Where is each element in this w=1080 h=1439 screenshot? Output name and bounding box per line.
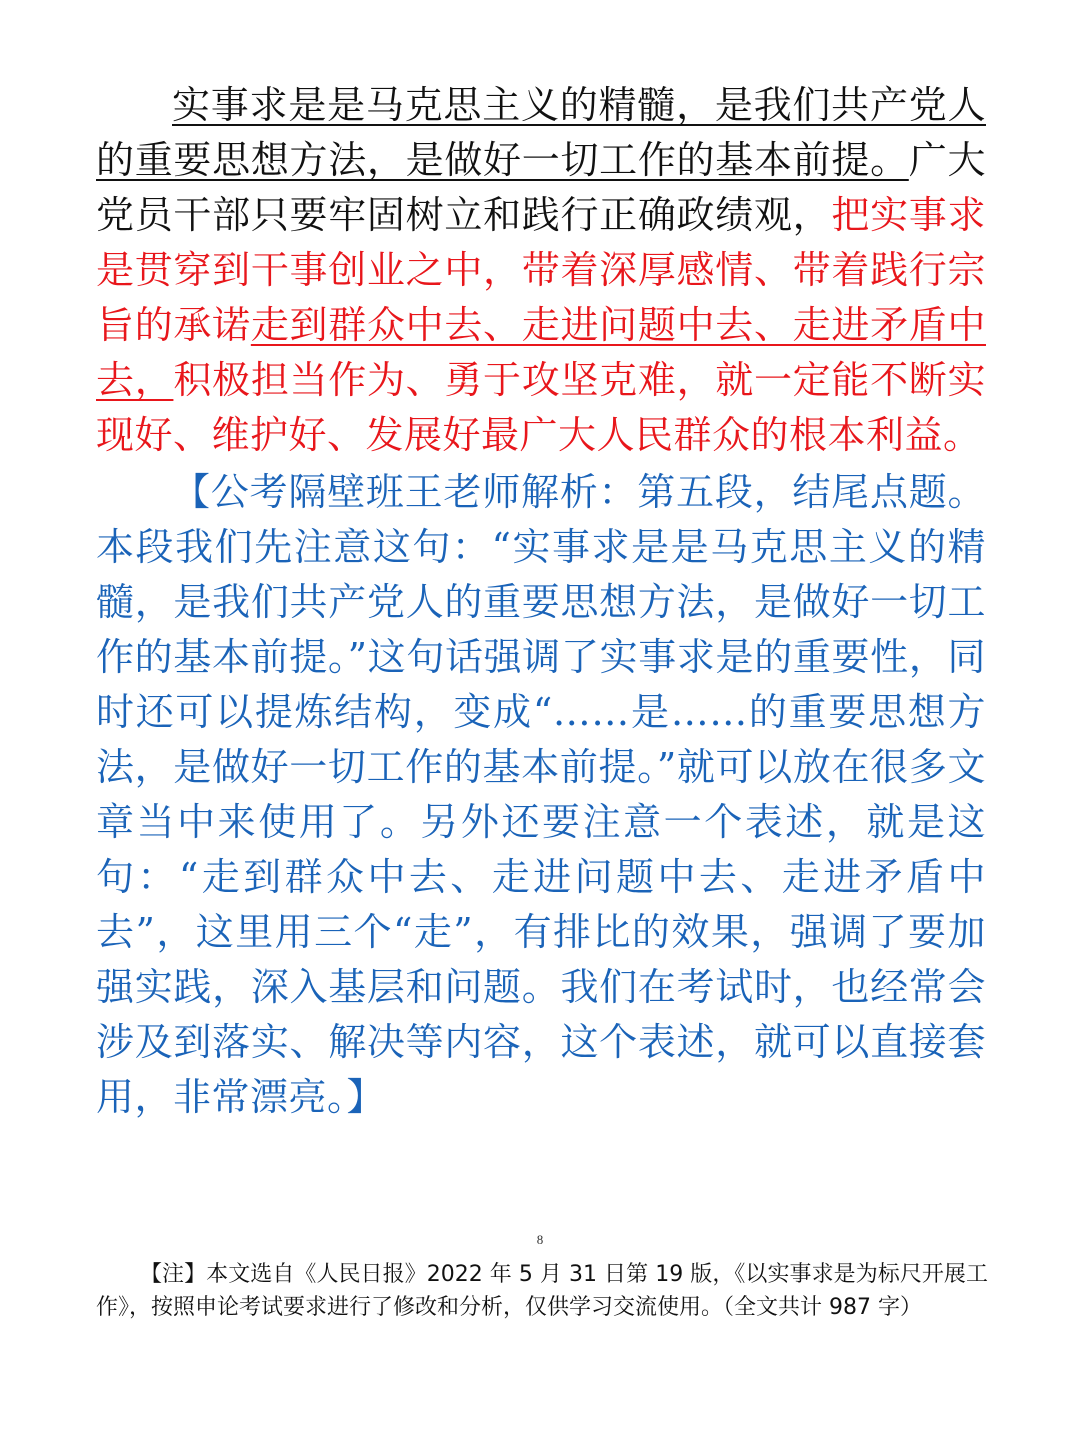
page-number: 8 xyxy=(536,1232,544,1247)
black-sentence: 广大党员干部只要牢固树立和践行正确政绩观， xyxy=(96,138,986,237)
main-paragraph xyxy=(96,78,986,463)
underlined-sentence: 实事求是是马克思主义的精髓，是我们共产党人的重要思想方法，是做好一切工作的基本前提。 xyxy=(96,83,986,182)
source-note: 【注】本文选自《人民日报》2022 年 5 月 31 日第 19 版，《以实事求是为标尺开展工作》，按照申论考试要求进行了修改和分析，仅供学习交流使用。（全文共计 987 字） xyxy=(96,1262,988,1320)
red-sentence-1: 把实事求是贯穿到干事创业之中，带着深厚感情、带着践行宗旨的承诺 xyxy=(96,193,986,347)
red-sentence-2: 积极担当作为、勇于攻坚克难，就一定能不断实现好、维护好、发展好最广大人民群众的根本利益。 xyxy=(96,358,986,457)
red-underlined-sentence: 走到群众中去、走进问题中去、走进矛盾中去， xyxy=(96,303,986,402)
analysis-paragraph: 【公考隔壁班王老师解析：第五段，结尾点题。本段我们先注意这句：“实事求是是马克思主义的精髓，是我们共产党人的重要思想方法，是做好一切工作的基本前提。”这句话强调了实事求是的重要性，同时还可以提炼结构，变成“……是……的重要思想方法，是做好一切工作的基本前提。”就可以放在很多文章当中来使用了。另外还要注意一个表述，就是这句：“走到群众中去、走进问题中去、走进矛盾中去”，这里用三个“走”，有排比的效果，强调了要加强实践，深入基层和问题。我们在考试时，也经常会涉及到落实、解决等内容，这个表述，就可以直接套用，非常漂亮。】 xyxy=(96,470,986,1119)
